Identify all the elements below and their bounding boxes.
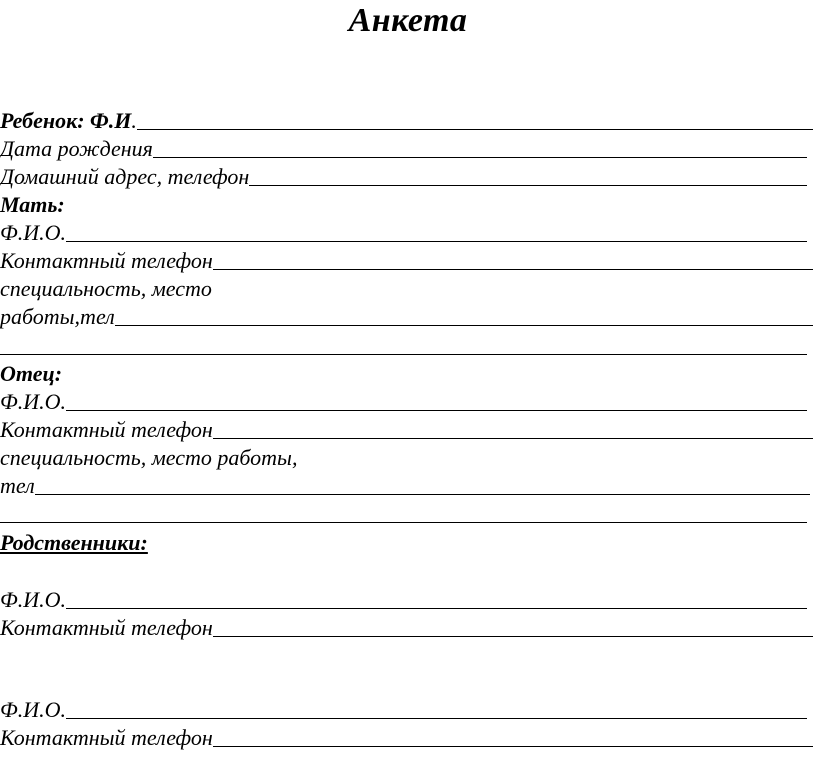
- mother-fio-field[interactable]: [66, 241, 807, 242]
- mother-work-label-2: работы,тел: [0, 304, 115, 329]
- child-name-field[interactable]: [137, 129, 813, 130]
- relative-2-fio-row: [0, 694, 807, 722]
- father-extra-line[interactable]: [0, 522, 807, 523]
- father-fio-field[interactable]: [66, 410, 807, 411]
- mother-heading: Мать:: [0, 192, 65, 217]
- father-fio-row: [0, 386, 807, 414]
- relative-1-fio-field[interactable]: [66, 608, 807, 609]
- relative-1-phone-row: [0, 612, 813, 640]
- child-address-row: [0, 161, 807, 189]
- child-name-label: Ребенок: Ф.И: [0, 108, 132, 133]
- relatives-heading: Родственники:: [0, 530, 148, 555]
- relative-1-phone-label: Контактный телефон: [0, 615, 213, 640]
- relative-2-fio-field[interactable]: [66, 718, 807, 719]
- relative-2-fio-label: Ф.И.О.: [0, 697, 66, 722]
- father-work-row-2: [0, 470, 810, 498]
- father-work-label-1: специальность, место работы,: [0, 445, 298, 470]
- child-name-row: [0, 105, 813, 133]
- father-work-field[interactable]: [35, 494, 810, 495]
- child-birth-label: Дата рождения: [0, 136, 153, 161]
- father-phone-label: Контактный телефон: [0, 417, 213, 442]
- relative-1-fio-row: [0, 584, 807, 612]
- mother-phone-label: Контактный телефон: [0, 248, 213, 273]
- child-birth-field[interactable]: [153, 157, 807, 158]
- father-work-row-1: [0, 442, 813, 470]
- child-birth-row: [0, 133, 807, 161]
- mother-extra-line[interactable]: [0, 354, 807, 355]
- mother-work-row-2: [0, 301, 813, 329]
- mother-phone-row: [0, 245, 813, 273]
- relative-1-fio-label: Ф.И.О.: [0, 587, 66, 612]
- relative-1-phone-field[interactable]: [213, 636, 813, 637]
- father-phone-field[interactable]: [213, 438, 813, 439]
- child-name-dot: .: [131, 108, 137, 133]
- mother-fio-row: [0, 217, 807, 245]
- mother-work-field[interactable]: [115, 325, 813, 326]
- father-work-label-2: тел: [0, 473, 35, 498]
- child-address-field[interactable]: [249, 185, 807, 186]
- child-address-label: Домашний адрес, телефон: [0, 164, 250, 189]
- father-fio-label: Ф.И.О.: [0, 389, 66, 414]
- relative-2-phone-label: Контактный телефон: [0, 725, 213, 750]
- father-heading-row: [0, 358, 813, 386]
- mother-work-row-1: [0, 273, 813, 301]
- relative-2-phone-field[interactable]: [213, 746, 813, 747]
- page-title: Анкета: [348, 2, 468, 39]
- father-heading: Отец:: [0, 361, 63, 386]
- father-phone-row: [0, 414, 813, 442]
- relatives-heading-row: [0, 527, 813, 555]
- mother-phone-field[interactable]: [213, 269, 813, 270]
- mother-work-label-1: специальность, место: [0, 276, 212, 301]
- mother-heading-row: [0, 189, 813, 217]
- mother-fio-label: Ф.И.О.: [0, 220, 66, 245]
- relative-2-phone-row: [0, 722, 813, 750]
